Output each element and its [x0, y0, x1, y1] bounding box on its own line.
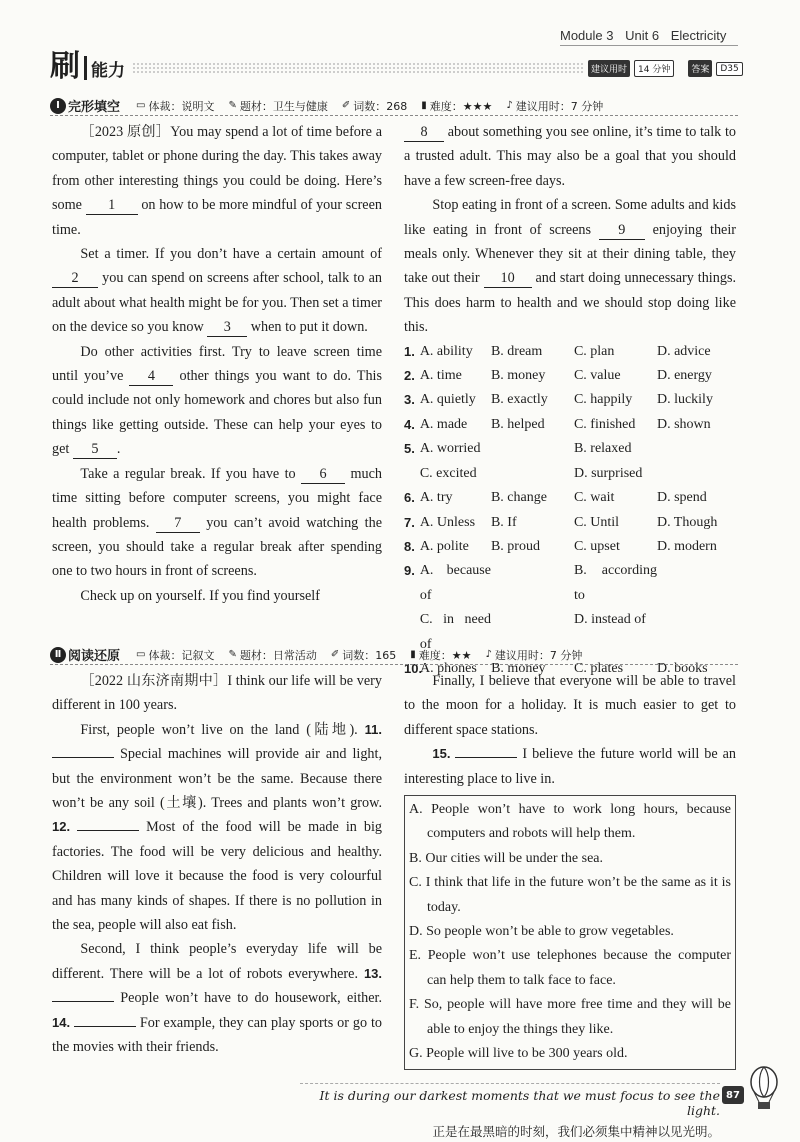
section2-genre: ▭ 体裁：记叙文: [136, 648, 215, 662]
option-choice[interactable]: D. surprised: [573, 465, 643, 481]
quote-chinese: 正是在最黑暗的时刻，我们必须集中精神以见光明。: [432, 1124, 720, 1139]
module-label: Module 3: [560, 28, 614, 43]
option-row: [404, 364, 736, 388]
option-number: 6.: [404, 490, 415, 506]
option-choice[interactable]: [491, 437, 574, 461]
reading-choice[interactable]: D. So people won’t be able to grow vegetables.: [409, 924, 674, 940]
option-choice[interactable]: C. happily: [573, 392, 633, 408]
option-choice[interactable]: [657, 437, 736, 461]
section2-title: 阅读还原: [68, 649, 121, 664]
cloze-passage-left: [52, 120, 382, 608]
section2-words: ✐ 词数：165: [330, 648, 397, 662]
option-row: [404, 535, 736, 559]
unit-label: Unit 6: [625, 28, 660, 43]
option-choice[interactable]: D. modern: [656, 538, 717, 554]
page-number: 87: [722, 1086, 744, 1104]
book-icon: ▭: [136, 649, 146, 660]
cloze-blank-2[interactable]: 2: [52, 269, 98, 288]
cloze-paragraph-4: Take a regular break. If you have to 6 much time sitting before computer screens, you might face health problems. 7 you can’t avoid watching the screen, you should take a regular break after spending one to two hours in front of screens.: [52, 465, 382, 580]
option-choice[interactable]: B. exactly: [490, 392, 548, 408]
pen-icon: ✐: [330, 649, 340, 660]
pin-icon: ✎: [228, 649, 237, 660]
option-choice[interactable]: C. excited: [419, 465, 477, 481]
option-number: 1.: [404, 343, 415, 359]
section1-title: 完形填空: [68, 100, 121, 115]
option-choice[interactable]: A. time: [419, 368, 462, 384]
option-choice[interactable]: B. relaxed: [573, 441, 632, 457]
cloze-blank-3[interactable]: 3: [207, 318, 247, 337]
reading-blank-13[interactable]: [52, 1001, 114, 1002]
reading-choice[interactable]: G. People will live to be 300 years old.: [409, 1046, 628, 1062]
cloze-blank-5[interactable]: 5: [73, 440, 117, 459]
section2-time: ♪ 建议用时：7 分钟: [485, 648, 583, 662]
option-choice[interactable]: B. proud: [490, 538, 540, 554]
cloze-paragraph-6: Stop eating in front of a screen. Some adults and kids like eating in front of screens 9 enjoying their meals only. Whenever they sit at their dining table, they take out their 10 and start doing unnecessary things. This does harm to health and we should stop doing like this.: [404, 197, 737, 336]
option-choice[interactable]: D. spend: [656, 490, 707, 506]
cloze-blank-4[interactable]: 4: [129, 367, 173, 386]
time-label: 建议用时: [588, 60, 630, 77]
time-value: 14 分钟: [634, 60, 674, 77]
option-choice[interactable]: C. wait: [573, 490, 615, 506]
reading-passage-left: [52, 669, 382, 1060]
option-choice[interactable]: B. change: [490, 490, 547, 506]
option-choice[interactable]: A. because of: [419, 563, 491, 603]
cloze-blank-9[interactable]: 9: [599, 221, 645, 240]
reading-paragraph-5: 15. I believe the future world will be an interesting place to live in.: [404, 746, 736, 787]
option-number: 9.: [404, 563, 415, 579]
topic-label: Electricity: [670, 28, 727, 43]
brand-separator: [84, 56, 87, 80]
option-choice[interactable]: [491, 559, 574, 608]
reading-blank-15[interactable]: [455, 757, 517, 758]
bars-icon: ▮: [421, 100, 427, 111]
question-13-number: 13.: [363, 965, 383, 981]
option-row: [404, 486, 736, 510]
option-choice[interactable]: B. If: [490, 514, 517, 530]
option-row: [404, 437, 736, 461]
cloze-passage-right: [404, 120, 736, 681]
option-number: 10.: [404, 660, 423, 676]
option-number: 4.: [404, 416, 415, 432]
cloze-blank-8[interactable]: 8: [404, 123, 444, 142]
reading-passage-right: [404, 669, 736, 1070]
reading-paragraph-2: First, people won’t live on the land (陆地). 11. Special machines will provide air and light, but the environment won’t be the same. Because there won’t be any soil (土壤). Trees and plants won’t grow. 12. Most of the food will be made in big factories. The food will be very delicious and healthy. Children will love it because the food is very colourful and has many kinds of shapes. If there is no pollution in the sea, people will also eat fish.: [52, 721, 383, 934]
option-choice[interactable]: D. shown: [656, 416, 711, 432]
reading-paragraph-3: Second, I think people’s everyday life will be different. There will be a lot of robots everywhere. 13. People won’t have to do housework, either. 14. For example, they can play sports or go to the movies with their friends.: [52, 941, 383, 1056]
option-choice[interactable]: C. in need of: [419, 612, 491, 652]
option-choice[interactable]: [491, 462, 574, 486]
option-choice[interactable]: B. money: [491, 660, 546, 676]
bell-icon: ♪: [506, 100, 513, 111]
option-number: 8.: [404, 538, 415, 554]
cloze-paragraph-1: ［2023 原创］You may spend a lot of time before a computer, tablet or phone during the day. This takes away from other interesting things you could be doing. Here’s some 1 on how to be more mindful of your screen time.: [52, 124, 382, 238]
cloze-paragraph-5-cont: 8 about something you see online, it’s time to talk to a trusted adult. This may also be a goal that you should have a few screen-free days.: [404, 124, 737, 189]
section1-difficulty: ▮ 难度：★★★: [421, 99, 493, 113]
option-choice[interactable]: C. plates: [574, 660, 624, 676]
cloze-options: [404, 340, 736, 682]
reading-blank-12[interactable]: [77, 830, 139, 831]
option-row: [404, 559, 736, 608]
dot-band-decoration: [132, 62, 584, 74]
option-choice[interactable]: A. made: [419, 416, 468, 432]
option-choice[interactable]: A. quietly: [419, 392, 476, 408]
option-choice[interactable]: C. upset: [573, 538, 620, 554]
section1-words: ✐ 词数：268: [341, 99, 408, 113]
footer-quote: [300, 1083, 720, 1139]
option-choice[interactable]: C. finished: [573, 416, 636, 432]
option-row: [404, 413, 736, 437]
option-choice[interactable]: A. phones: [420, 660, 477, 676]
pin-icon: ✎: [228, 100, 237, 111]
reading-blank-11[interactable]: [52, 757, 114, 758]
question-15-number: 15.: [432, 746, 451, 762]
option-number: 3.: [404, 392, 415, 408]
option-choice[interactable]: B. dream: [490, 343, 543, 359]
reading-choice[interactable]: C. I think that life in the future won’t be the same as it is today.: [409, 875, 731, 915]
option-choice[interactable]: D. luckily: [656, 392, 713, 408]
pen-icon: ✐: [341, 100, 351, 111]
brand-big: 刷: [50, 49, 80, 84]
option-choice[interactable]: C. plan: [573, 343, 615, 359]
option-row: [404, 511, 736, 535]
option-choice[interactable]: C. value: [573, 368, 621, 384]
answer-label: 答案: [688, 60, 712, 77]
question-12-number: 12.: [52, 819, 71, 835]
option-choice[interactable]: A. ability: [419, 343, 473, 359]
section1-time: ♪ 建议用时：7 分钟: [506, 99, 604, 113]
option-choice[interactable]: B. helped: [490, 416, 545, 432]
section2-bar: [50, 645, 738, 665]
reading-blank-14[interactable]: [74, 1026, 136, 1027]
cloze-paragraph-3: Do other activities first. Try to leave screen time until you’ve 4 other things you want to do. This could include not only homework and chores but also fun things like getting outside. These can help your eyes to get 5 .: [52, 343, 382, 458]
section1-number: Ⅰ: [50, 98, 66, 114]
reading-paragraph-4: Finally, I believe that everyone will be able to travel to the moon for a holiday. It is much easier to get to different space stations.: [404, 673, 736, 738]
cloze-blank-1[interactable]: 1: [86, 196, 138, 215]
option-choice[interactable]: C. Until: [573, 514, 620, 530]
quote-english: It is during our darkest moments that we must focus to see the light.: [319, 1088, 720, 1118]
section2-number: Ⅱ: [50, 647, 66, 663]
section1-genre: ▭ 体裁：说明文: [136, 99, 215, 113]
option-choice[interactable]: A. polite: [419, 538, 469, 554]
answer-page: D35: [716, 62, 742, 76]
cloze-blank-7[interactable]: 7: [156, 514, 200, 533]
section2-difficulty: ▮ 难度：★★: [410, 648, 472, 662]
option-choice[interactable]: A. worried: [419, 441, 481, 457]
bell-icon: ♪: [485, 649, 492, 660]
cloze-blank-6[interactable]: 6: [301, 465, 345, 484]
option-choice[interactable]: D. Though: [656, 514, 718, 530]
question-14-number: 14.: [52, 1014, 71, 1030]
reading-choice[interactable]: F. So, people will have more free time and they will be able to enjoy the things they like.: [409, 997, 731, 1037]
book-icon: ▭: [136, 100, 146, 111]
section1-bar: [50, 96, 738, 116]
bars-icon: ▮: [410, 649, 416, 660]
option-number: 2.: [404, 368, 415, 384]
option-number: [404, 462, 420, 486]
option-choice[interactable]: D. energy: [656, 368, 712, 384]
reading-choice[interactable]: A. People won’t have to work long hours, because computers and robots will help them.: [409, 802, 731, 842]
option-number: 7.: [404, 514, 415, 530]
option-row: [404, 462, 736, 486]
reading-choices-box: [404, 795, 736, 1069]
option-row: [404, 388, 736, 412]
section1-theme: ✎ 题材：卫生与健康: [228, 99, 328, 113]
cloze-paragraph-5: Check up on yourself. If you find yourself: [80, 587, 320, 604]
option-row: [404, 340, 736, 364]
brand-small: 能力: [91, 61, 125, 81]
header-tags: [588, 60, 743, 77]
option-choice[interactable]: [657, 462, 736, 486]
question-11-number: 11.: [364, 721, 382, 737]
option-choice[interactable]: D. instead of: [573, 612, 646, 628]
option-choice[interactable]: D. advice: [656, 343, 711, 359]
option-choice[interactable]: B. money: [490, 368, 546, 384]
section2-theme: ✎ 题材：日常活动: [228, 648, 317, 662]
reading-paragraph-1: ［2022 山东济南期中］I think our life will be very different in 100 years.: [52, 673, 382, 714]
option-choice[interactable]: [657, 559, 736, 608]
option-choice[interactable]: D. books: [657, 660, 708, 676]
module-header: [560, 28, 738, 46]
reading-choice[interactable]: B. Our cities will be under the sea.: [409, 850, 604, 866]
cloze-paragraph-2: Set a timer. If you don’t have a certain amount of 2 you can spend on screens after school, talk to an adult about what health might be for you. Then set a timer on the device so you know 3 when to put it down.: [52, 246, 382, 336]
hot-air-balloon-icon: [744, 1066, 784, 1112]
cloze-blank-10[interactable]: 10: [484, 269, 532, 288]
option-choice[interactable]: A. try: [419, 490, 453, 506]
reading-choice[interactable]: E. People won’t use telephones because the computer can help them to talk face to face.: [409, 948, 731, 988]
option-number: 5.: [404, 441, 415, 457]
option-choice[interactable]: B. according to: [573, 563, 657, 603]
brand-logo: [50, 49, 125, 84]
option-choice[interactable]: A. Unless: [419, 514, 476, 530]
